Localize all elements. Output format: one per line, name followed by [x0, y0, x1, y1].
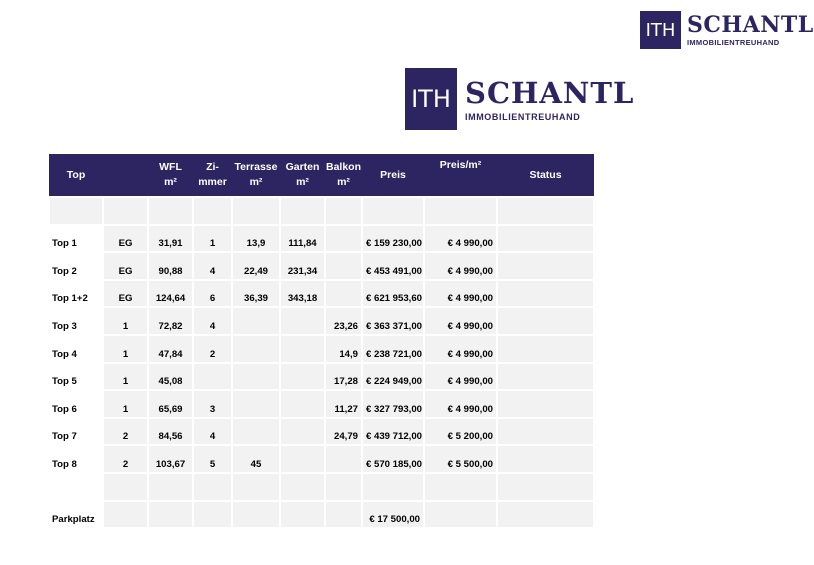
table-spacer-row [49, 473, 594, 501]
table-cell [424, 473, 497, 501]
unit-wfl: 90,88 [148, 252, 193, 280]
unit-balkon [325, 252, 362, 280]
unit-wfl: 103,67 [148, 445, 193, 473]
table-row [49, 225, 594, 253]
unit-preis-m2: € 4 990,00 [424, 335, 497, 363]
table-cell [148, 501, 193, 529]
unit-terrasse: 45 [232, 445, 280, 473]
table-row [49, 418, 594, 446]
unit-name: Top 8 [49, 445, 103, 473]
unit-preis: € 570 185,00 [362, 445, 424, 473]
logo-text [465, 77, 634, 122]
table-cell [280, 197, 325, 225]
unit-preis: € 439 712,00 [362, 418, 424, 446]
parking-row [49, 501, 594, 529]
unit-terrasse: 13,9 [232, 225, 280, 253]
unit-floor: 1 [103, 363, 148, 391]
unit-status [497, 307, 594, 335]
unit-terrasse: 22,49 [232, 252, 280, 280]
logo-subtitle: IMMOBILIENTREUHAND [687, 38, 780, 47]
logo-subtitle: IMMOBILIENTREUHAND [465, 111, 581, 122]
unit-zimmer: 6 [193, 280, 232, 308]
unit-preis-m2: € 4 990,00 [424, 390, 497, 418]
unit-terrasse: 36,39 [232, 280, 280, 308]
unit-preis: € 159 230,00 [362, 225, 424, 253]
unit-garten [280, 335, 325, 363]
unit-preis-m2: € 5 200,00 [424, 418, 497, 446]
company-logo-large [405, 68, 634, 130]
table-cell [362, 197, 424, 225]
unit-wfl: 124,64 [148, 280, 193, 308]
unit-status [497, 390, 594, 418]
unit-name: Top 6 [49, 390, 103, 418]
table-cell [193, 473, 232, 501]
header-wfl [148, 154, 193, 197]
unit-status [497, 252, 594, 280]
unit-floor: EG [103, 280, 148, 308]
header-wfl-label: WFL [159, 161, 182, 173]
unit-name: Top 1 [49, 225, 103, 253]
unit-name: Top 5 [49, 363, 103, 391]
unit-floor: 1 [103, 307, 148, 335]
table-row [49, 363, 594, 391]
unit-wfl: 31,91 [148, 225, 193, 253]
unit-zimmer: 4 [193, 307, 232, 335]
table-cell [232, 501, 280, 529]
table-cell [424, 197, 497, 225]
unit-garten [280, 390, 325, 418]
unit-floor: 1 [103, 390, 148, 418]
table-row [49, 335, 594, 363]
unit-preis-m2: € 4 990,00 [424, 280, 497, 308]
unit-terrasse [232, 390, 280, 418]
header-garten [280, 154, 325, 197]
unit-balkon: 24,79 [325, 418, 362, 446]
parking-preis: € 17 500,00 [362, 501, 424, 529]
unit-preis: € 224 949,00 [362, 363, 424, 391]
price-table [48, 154, 595, 529]
table-cell [362, 473, 424, 501]
table-row [49, 252, 594, 280]
table-cell [232, 473, 280, 501]
table-cell [49, 197, 103, 225]
unit-zimmer [193, 363, 232, 391]
unit-balkon: 17,28 [325, 363, 362, 391]
unit-name: Top 2 [49, 252, 103, 280]
unit-status [497, 280, 594, 308]
unit-preis: € 327 793,00 [362, 390, 424, 418]
unit-name: Top 1+2 [49, 280, 103, 308]
table-cell [103, 197, 148, 225]
unit-terrasse [232, 363, 280, 391]
table-cell [497, 501, 594, 529]
logo-name: SCHANTL [687, 12, 814, 38]
unit-floor: 1 [103, 335, 148, 363]
header-wfl-unit: m² [164, 176, 177, 188]
header-balkon-unit: m² [337, 176, 350, 188]
header-status: Status [497, 154, 594, 197]
unit-name: Top 7 [49, 418, 103, 446]
unit-wfl: 65,69 [148, 390, 193, 418]
unit-balkon: 23,26 [325, 307, 362, 335]
unit-preis-m2: € 4 990,00 [424, 363, 497, 391]
unit-terrasse [232, 335, 280, 363]
unit-garten [280, 307, 325, 335]
unit-wfl: 47,84 [148, 335, 193, 363]
unit-preis: € 238 721,00 [362, 335, 424, 363]
unit-preis-m2: € 4 990,00 [424, 225, 497, 253]
header-terrasse-label: Terrasse [234, 161, 278, 173]
unit-balkon: 14,9 [325, 335, 362, 363]
unit-terrasse [232, 418, 280, 446]
logo-text [687, 13, 814, 47]
logo-mark-icon: ITH [405, 68, 457, 130]
table-cell [497, 473, 594, 501]
unit-garten [280, 418, 325, 446]
unit-zimmer: 5 [193, 445, 232, 473]
unit-zimmer: 2 [193, 335, 232, 363]
header-floor [103, 154, 148, 197]
table-cell [325, 197, 362, 225]
table-cell [424, 501, 497, 529]
header-zimmer-label: Zi- [206, 161, 219, 173]
unit-name: Top 4 [49, 335, 103, 363]
unit-zimmer: 1 [193, 225, 232, 253]
table-row [49, 280, 594, 308]
header-terrasse [232, 154, 280, 197]
table-cell [325, 501, 362, 529]
table-row [49, 445, 594, 473]
header-garten-label: Garten [285, 161, 320, 173]
unit-status [497, 335, 594, 363]
unit-garten: 111,84 [280, 225, 325, 253]
table-cell [148, 473, 193, 501]
header-preis-m2: Preis/m² [424, 154, 497, 197]
unit-garten: 231,34 [280, 252, 325, 280]
logo-name: SCHANTL [465, 75, 635, 110]
unit-preis: € 621 953,60 [362, 280, 424, 308]
unit-floor: 2 [103, 445, 148, 473]
table-cell [193, 501, 232, 529]
header-balkon-label: Balkon [325, 161, 361, 173]
header-preis: Preis [362, 154, 424, 197]
unit-balkon: 11,27 [325, 390, 362, 418]
unit-balkon [325, 280, 362, 308]
parking-label: Parkplatz [49, 501, 103, 529]
table-header-row [49, 154, 594, 197]
table-row [49, 390, 594, 418]
unit-floor: EG [103, 252, 148, 280]
unit-zimmer: 4 [193, 252, 232, 280]
header-balkon [325, 154, 362, 197]
unit-status [497, 445, 594, 473]
table-row [49, 307, 594, 335]
unit-wfl: 72,82 [148, 307, 193, 335]
unit-preis: € 363 371,00 [362, 307, 424, 335]
table-cell [280, 473, 325, 501]
unit-garten: 343,18 [280, 280, 325, 308]
table-cell [49, 473, 103, 501]
unit-wfl: 84,56 [148, 418, 193, 446]
table-cell [148, 197, 193, 225]
table-cell [232, 197, 280, 225]
table-cell [325, 473, 362, 501]
table-cell [103, 473, 148, 501]
unit-terrasse [232, 307, 280, 335]
unit-status [497, 225, 594, 253]
unit-floor: 2 [103, 418, 148, 446]
unit-zimmer: 3 [193, 390, 232, 418]
unit-wfl: 45,08 [148, 363, 193, 391]
logo-mark-icon: ITH [640, 11, 681, 49]
table-cell [497, 197, 594, 225]
table-cell [280, 501, 325, 529]
header-top: Top [49, 154, 103, 197]
table-cell [103, 501, 148, 529]
unit-balkon [325, 225, 362, 253]
unit-garten [280, 445, 325, 473]
unit-status [497, 418, 594, 446]
company-logo-small [640, 11, 814, 49]
table-cell [193, 197, 232, 225]
unit-name: Top 3 [49, 307, 103, 335]
unit-preis-m2: € 5 500,00 [424, 445, 497, 473]
header-zimmer-label-2: mmer [198, 176, 227, 188]
header-zimmer [193, 154, 232, 197]
unit-floor: EG [103, 225, 148, 253]
unit-preis-m2: € 4 990,00 [424, 307, 497, 335]
unit-garten [280, 363, 325, 391]
unit-preis-m2: € 4 990,00 [424, 252, 497, 280]
header-garten-unit: m² [296, 176, 309, 188]
table-spacer-row [49, 197, 594, 225]
unit-balkon [325, 445, 362, 473]
unit-status [497, 363, 594, 391]
unit-preis: € 453 491,00 [362, 252, 424, 280]
unit-zimmer: 4 [193, 418, 232, 446]
header-terrasse-unit: m² [249, 176, 263, 188]
